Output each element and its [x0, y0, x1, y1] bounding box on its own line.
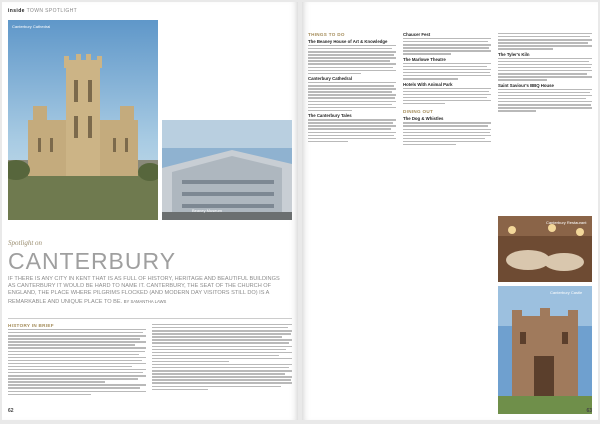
restaurant-photo — [498, 216, 592, 282]
item-heading-beaney: The Beaney House of Art & Knowledge — [308, 39, 388, 44]
item-heading-marlowe: The Marlowe Theatre — [403, 56, 446, 62]
item-body-beaney — [308, 45, 396, 74]
page-number-right: 63 — [586, 408, 592, 414]
castle-photo — [498, 286, 592, 414]
restaurant-photo-label: Canterbury Restaurant — [546, 220, 587, 225]
dining-body-continued — [498, 33, 592, 50]
running-head-secondary: TOWN SPOTLIGHT — [26, 8, 78, 14]
restaurant-illustration — [498, 216, 592, 282]
cathedral-photo-label: Canterbury Cathedral — [12, 24, 51, 29]
left-page — [2, 2, 298, 420]
spotlight-label: Spotlight on — [8, 239, 43, 247]
museum-photo — [162, 120, 292, 220]
things-to-do-heading: THINGS TO DO — [308, 32, 345, 37]
item-body-marlowe — [403, 63, 491, 80]
castle-illustration — [498, 286, 592, 414]
right-page — [302, 2, 598, 420]
running-head-primary: inside — [8, 8, 25, 14]
item-body-animal-park — [403, 88, 491, 105]
museum-illustration — [162, 120, 292, 220]
item-heading-dog-whistles: The Dog & Whistles — [403, 116, 444, 122]
item-heading-chaucer-fest: Chaucer Fest — [403, 32, 431, 37]
item-body-cathedral — [308, 82, 396, 111]
item-heading-cathedral: Canterbury Cathedral — [308, 76, 352, 82]
item-body-chaucer-fest — [403, 38, 491, 55]
running-head — [8, 8, 77, 14]
intro-deck — [8, 276, 286, 306]
history-column-1 — [8, 323, 146, 397]
item-heading-saint-saviours: Saint Saviour's BBQ House — [498, 82, 554, 88]
cathedral-illustration — [8, 20, 158, 220]
history-body-text-2 — [152, 324, 292, 390]
castle-photo-label: Canterbury Castle — [550, 290, 583, 295]
things-to-do-column-1 — [308, 32, 396, 144]
page-number-left: 62 — [8, 408, 14, 414]
item-heading-animal-park: Hotels With Animal Park — [403, 81, 453, 87]
page-title: CANTERBURY — [8, 248, 177, 274]
history-body-text-1 — [8, 329, 146, 395]
item-body-tales — [308, 119, 396, 142]
item-heading-tales: The Canterbury Tales — [308, 113, 352, 119]
item-body-dog-whistles — [403, 122, 491, 145]
byline: BY SAMANTHA LAWS — [123, 298, 167, 304]
intro-deck-text: IF THERE IS ANY CITY IN KENT THAT IS AS FULL OF HISTORY, HERITAGE AND BEAUTIFUL BUILDINGS AS CANTERBURY IT WOULD BE HARD TO NAME IT. CANTERBURY, THE SEAT OF THE CHURCH OF ENGLAND, THE PLACE WHERE PILGRIMS FLOCKED (AND MODERN DAY VISITORS STILL DO) IS A REMARKABLE AND UNIQUE PLACE TO BE. — [8, 276, 280, 305]
item-heading-tylers-kiln: The Tyler's Kiln — [498, 51, 530, 57]
item-body-saint-saviours — [498, 89, 592, 112]
item-body-tylers-kiln — [498, 58, 592, 81]
dining-out-heading: DINING OUT — [403, 109, 434, 115]
things-to-do-column-2 — [403, 32, 491, 147]
history-column-2 — [152, 323, 292, 392]
history-heading: HISTORY IN BRIEF — [8, 323, 54, 328]
section-divider — [8, 318, 292, 319]
dining-out-column — [498, 32, 592, 113]
museum-photo-label: Beaney Museum — [192, 208, 223, 213]
cathedral-photo — [8, 20, 158, 220]
